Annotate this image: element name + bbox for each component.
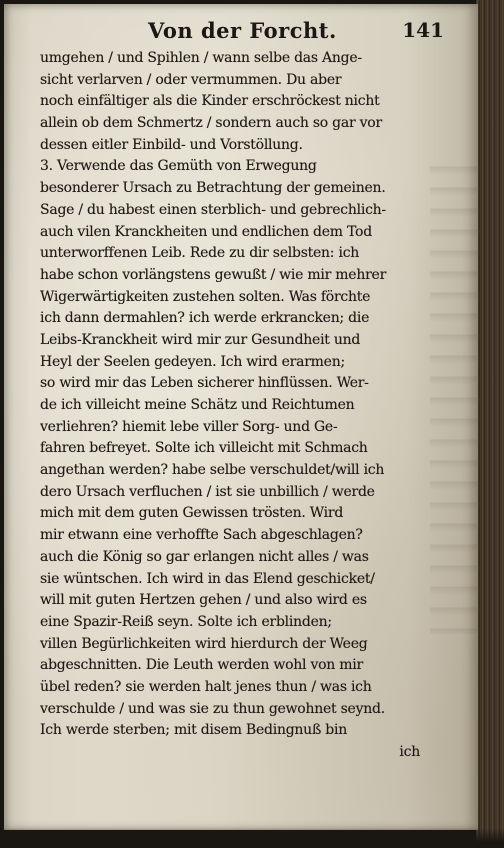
- show-through-text: [430, 154, 480, 634]
- catchword: ich: [399, 744, 420, 760]
- text-line: sicht verlarven / oder vermummen. Du aber: [40, 71, 342, 88]
- text-line: Heyl der Seelen gedeyen. Ich wird erarmen;: [40, 353, 345, 370]
- text-line: so wird mir das Leben sicherer hinflüssen. Wer-: [40, 375, 369, 392]
- text-line: habe schon vorlängstens gewußt / wie mir mehrer: [40, 266, 387, 283]
- text-line: villen Begürlichkeiten wird hierdurch der Weeg: [40, 635, 368, 652]
- text-line: mich mit dem guten Gewissen trösten. Wird: [40, 505, 344, 522]
- text-line: Sage / du habest einen sterblich- und gebrechlich-: [40, 201, 386, 218]
- text-line: allein ob dem Schmertz / sondern auch so gar vor: [40, 115, 382, 132]
- text-line: noch einfältiger als die Kinder erschröckest nicht: [40, 93, 380, 110]
- text-line: Leibs-Kranckheit wird mir zur Gesundheit und: [40, 331, 361, 348]
- text-line: Ich werde sterben; mit disem Bedingnuß bin: [40, 722, 347, 739]
- text-line: will mit guten Hertzen gehen / und also wird es: [40, 592, 367, 609]
- text-line: sie wüntschen. Ich wird in das Elend geschicket/: [40, 570, 375, 587]
- text-line: verschulde / und was sie zu thun gewohnet seynd.: [40, 700, 385, 717]
- text-line: eine Spazir-Reiß seyn. Solte ich erblinden;: [40, 613, 332, 630]
- text-line: dero Ursach verfluchen / ist sie unbillich / werde: [40, 483, 375, 500]
- text-line: fahren befreyet. Solte ich villeicht mit Schmach: [40, 440, 368, 457]
- running-title: Von der Forcht.: [148, 18, 337, 43]
- text-line: übel reden? sie werden halt jenes thun / was ich: [40, 678, 372, 695]
- text-line: auch die König so gar erlangen nicht alles / was: [40, 548, 369, 565]
- text-line: dessen eitler Einbild- und Vorstöllung.: [40, 136, 303, 153]
- text-line: 3. Verwende das Gemüth von Erwegung: [40, 158, 317, 175]
- text-line: de ich villeicht meine Schätz und Reichtumen: [40, 397, 355, 413]
- page-header: [44, 18, 444, 48]
- body-text: [40, 48, 420, 764]
- page-number: 141: [402, 18, 444, 42]
- text-line: umgehen / und Spihlen / wann selbe das Ange-: [40, 50, 362, 66]
- text-line: unterworffenen Leib. Rede zu dir selbsten: ich: [40, 245, 360, 262]
- text-line: ich dann dermahlen? ich werde erkrancken; die: [40, 310, 370, 327]
- page-edges: [476, 0, 504, 848]
- text-line: Wigerwärtigkeiten zustehen solten. Was förchte: [40, 288, 371, 305]
- text-line: angethan werden? habe selbe verschuldet/will ich: [40, 462, 385, 479]
- text-line: mir etwann eine verhoffte Sach abgeschlagen?: [40, 527, 363, 544]
- text-line: abgeschnitten. Die Leuth werden wohl von mir: [40, 657, 363, 674]
- book-page: [4, 4, 478, 830]
- bottom-shadow: [0, 828, 504, 848]
- text-line: auch vilen Kranckheiten und endlichen dem Tod: [40, 223, 372, 240]
- text-line: verliehren? hiemit lebe viller Sorg- und Ge-: [40, 418, 338, 435]
- text-line: besonderer Ursach zu Betrachtung der gemeinen.: [40, 180, 386, 197]
